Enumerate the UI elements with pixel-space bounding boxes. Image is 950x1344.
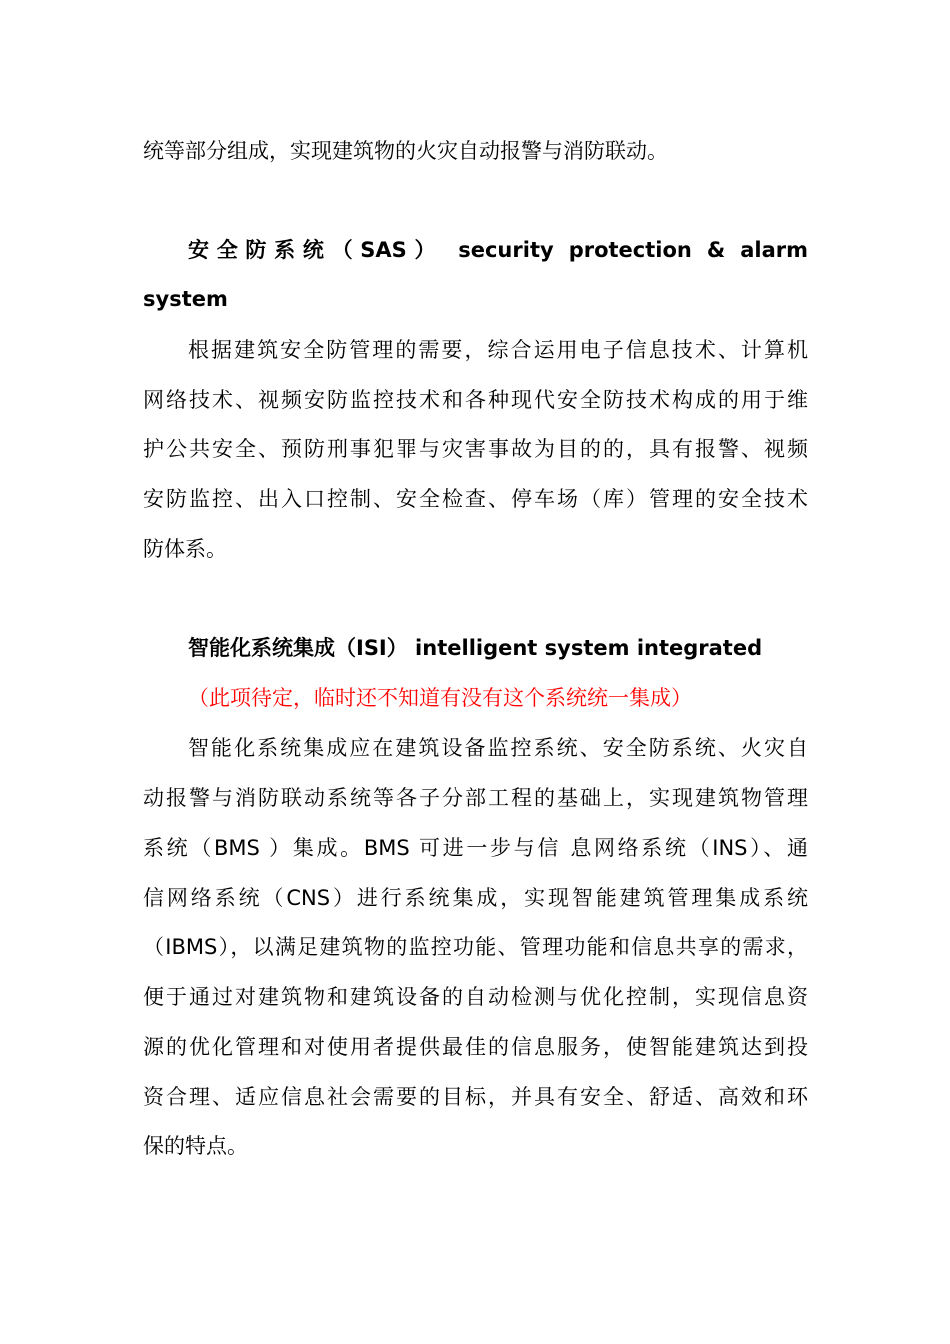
sas-paragraph-line: 网络技术、视频安防监控技术和各种现代安全防技术构成的用于维 <box>143 388 808 412</box>
sas-paragraph-line: 根据建筑安全防管理的需要，综合运用电子信息技术、计算机 <box>188 338 808 362</box>
sas-paragraph-line: 防体系。 <box>143 537 227 561</box>
sas-heading: 安全防系统（SAS） security protection & alarm <box>188 238 808 262</box>
isi-paragraph-line: 资合理、适应信息社会需要的目标，并具有安全、舒适、高效和环 <box>143 1085 808 1109</box>
isi-paragraph-line: 系统（BMS ）集成。BMS 可进一步与信 息网络系统（INS）、通 <box>143 836 808 860</box>
isi-heading: 智能化系统集成（ISI） intelligent system integrated <box>188 636 763 660</box>
isi-paragraph-line: （IBMS），以满足建筑物的监控功能、管理功能和信息共享的需求， <box>143 935 808 959</box>
isi-paragraph-line: 保的特点。 <box>143 1134 248 1158</box>
isi-pending-note: （此项待定，临时还不知道有没有这个系统统一集成） <box>188 686 692 710</box>
isi-paragraph-line: 智能化系统集成应在建筑设备监控系统、安全防系统、火灾自 <box>188 736 808 760</box>
sas-heading-continued: system <box>143 287 228 311</box>
isi-paragraph-line: 便于通过对建筑物和建筑设备的自动检测与优化控制，实现信息资 <box>143 985 808 1009</box>
sas-paragraph-line: 护公共安全、预防刑事犯罪与灾害事故为目的的，具有报警、视频 <box>143 437 808 461</box>
sas-paragraph-line: 安防监控、出入口控制、安全检查、停车场（库）管理的安全技术 <box>143 487 808 511</box>
isi-paragraph-line: 信网络系统（CNS）进行系统集成，实现智能建筑管理集成系统 <box>143 886 808 910</box>
intro-line: 统等部分组成，实现建筑物的火灾自动报警与消防联动。 <box>143 139 668 163</box>
isi-paragraph-line: 源的优化管理和对使用者提供最佳的信息服务，使智能建筑达到投 <box>143 1035 808 1059</box>
isi-paragraph-line: 动报警与消防联动系统等各子分部工程的基础上，实现建筑物管理 <box>143 786 808 810</box>
